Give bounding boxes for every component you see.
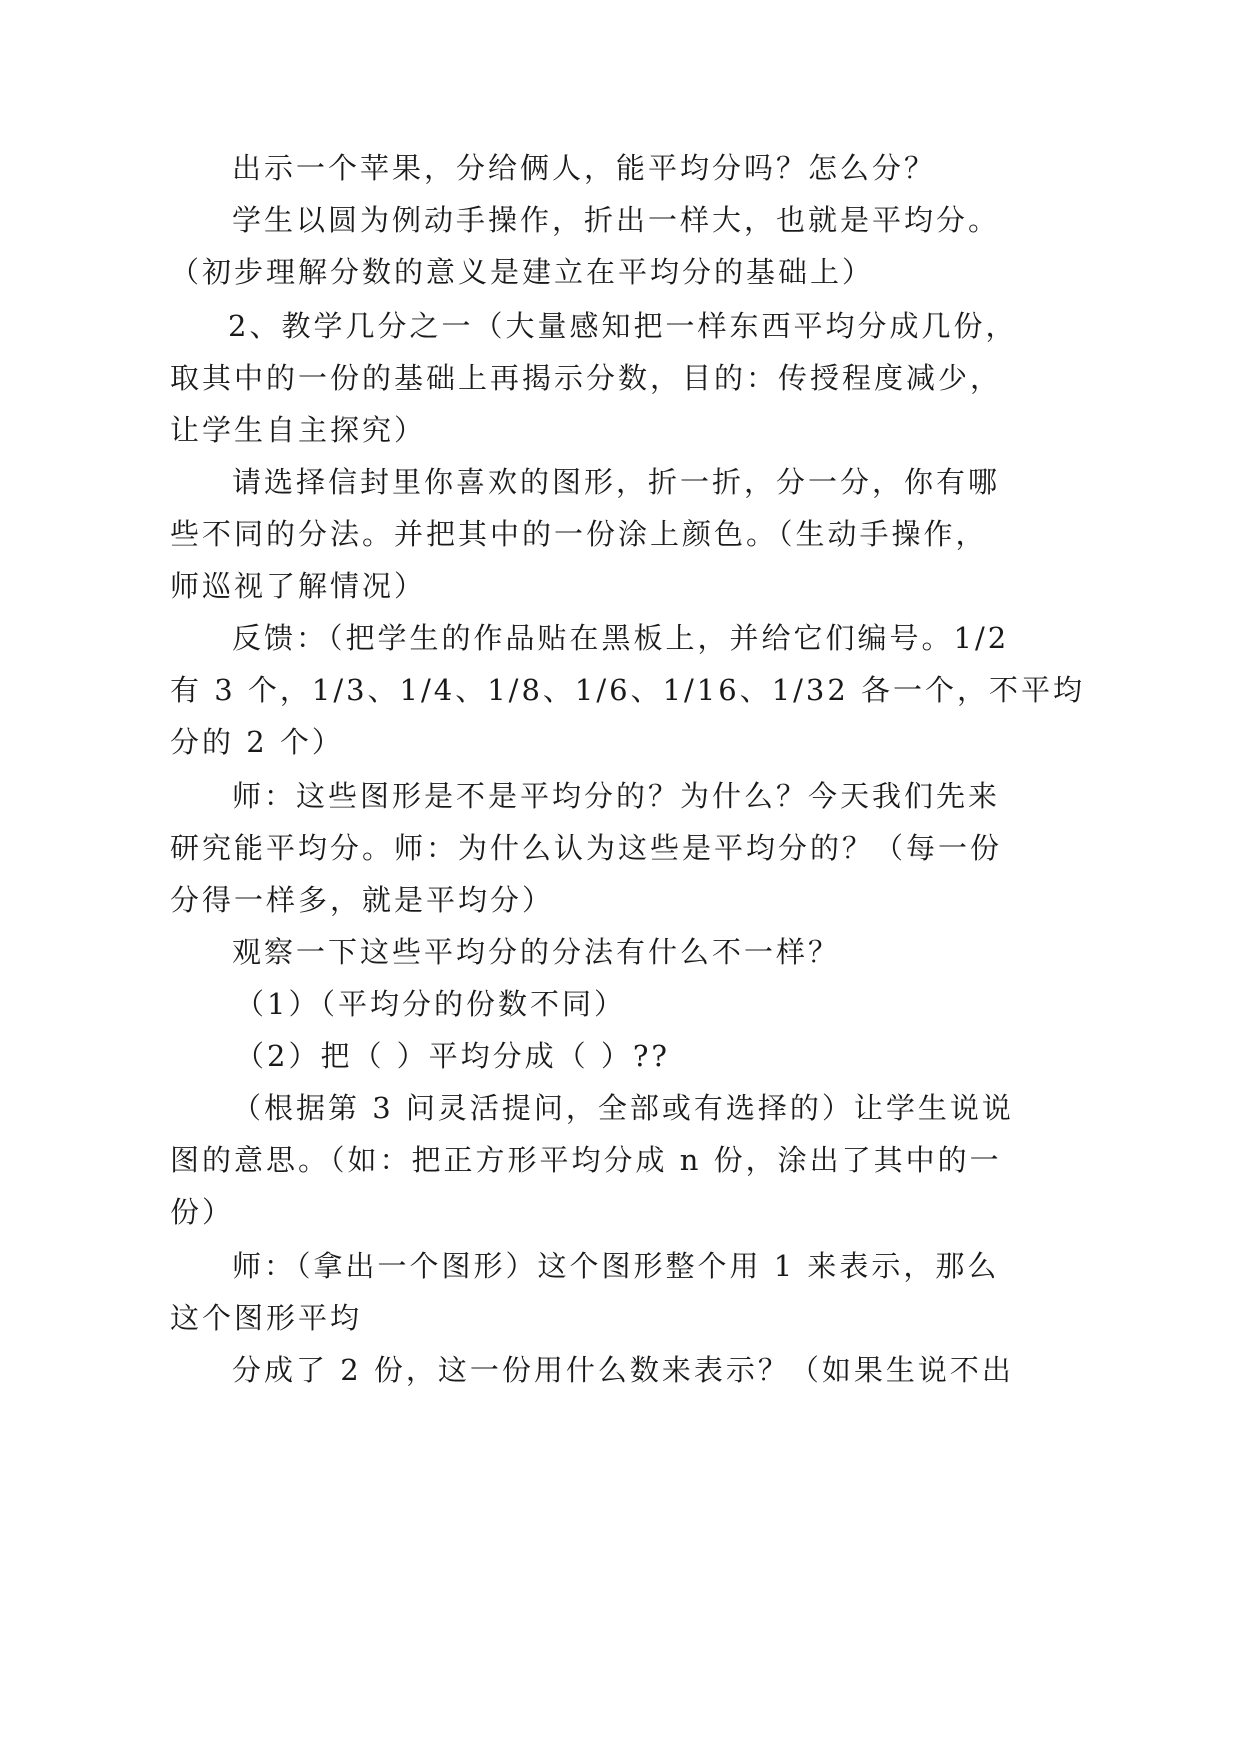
paragraph-line: 让学生自主探究） [170, 413, 427, 447]
paragraph-line: 师巡视了解情况） [170, 569, 427, 603]
paragraph-line: 观察一下这些平均分的分法有什么不一样？ [232, 935, 841, 969]
paragraph-line: 师：（拿出一个图形）这个图形整个用 1 来表示，那么 [232, 1249, 1000, 1283]
paragraph-line: 2、教学几分之一（大量感知把一样东西平均分成几份， [228, 309, 1018, 343]
paragraph-line: 分的 2 个） [170, 725, 344, 759]
paragraph-line: 师：这些图形是不是平均分的？为什么？今天我们先来 [232, 779, 1001, 813]
paragraph-line: 些不同的分法。并把其中的一份涂上颜色。（生动手操作， [170, 517, 988, 551]
paragraph-line: （1）（平均分的份数不同） [235, 987, 626, 1021]
paragraph-line: 学生以圆为例动手操作，折出一样大，也就是平均分。 [232, 203, 1001, 237]
paragraph-line: 这个图形平均 [170, 1301, 363, 1335]
paragraph-line: 份） [170, 1195, 235, 1229]
paragraph-line: 研究能平均分。师：为什么认为这些是平均分的？（每一份 [170, 831, 1003, 865]
paragraph-line: 分成了 2 份，这一份用什么数来表示？（如果生说不出 [232, 1353, 1014, 1387]
paragraph-line: 反馈：（把学生的作品贴在黑板上，并给它们编号。1/2 [232, 621, 1010, 655]
paragraph-line: 出示一个苹果，分给俩人，能平均分吗？怎么分？ [232, 151, 937, 185]
paragraph-line: 取其中的一份的基础上再揭示分数，目的：传授程度减少， [170, 361, 1003, 395]
paragraph-line: （2）把（ ）平均分成（ ）?? [235, 1039, 670, 1073]
paragraph-line: （初步理解分数的意义是建立在平均分的基础上） [170, 255, 875, 289]
paragraph-line: 分得一样多，就是平均分） [170, 883, 555, 917]
paragraph-line: 图的意思。（如：把正方形平均分成 n 份，涂出了其中的一 [170, 1143, 1002, 1177]
paragraph-line: （根据第 3 问灵活提问，全部或有选择的）让学生说说 [232, 1091, 1014, 1125]
paragraph-line: 请选择信封里你喜欢的图形，折一折，分一分，你有哪 [232, 465, 1001, 499]
paragraph-line: 有 3 个，1/3、1/4、1/8、1/6、1/16、1/32 各一个，不平均 [170, 673, 1086, 707]
